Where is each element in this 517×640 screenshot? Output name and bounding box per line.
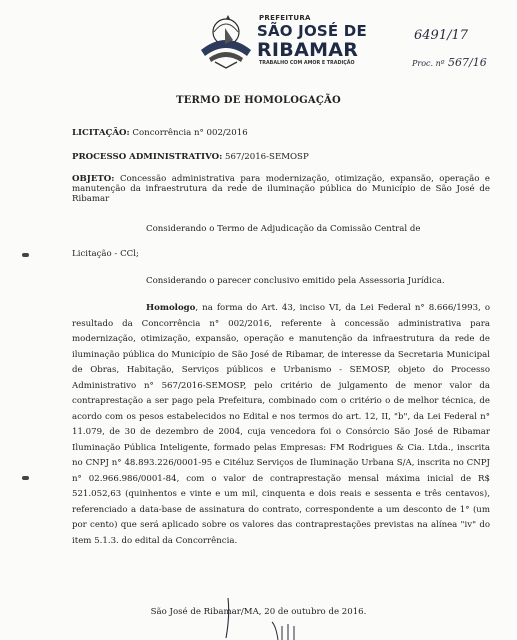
prefeitura-label: PREFEITURA xyxy=(259,14,311,22)
handwritten-proc xyxy=(412,56,487,69)
document-title: TERMO DE HOMOLOGAÇÃO xyxy=(176,95,341,106)
date-line: São José de Ribamar/MA, 20 de outubro de 2016. xyxy=(150,607,367,617)
signature-mark xyxy=(210,596,330,640)
processo-label: PROCESSO ADMINISTRATIVO: xyxy=(72,152,223,162)
proc-label: Proc. nº xyxy=(412,59,445,68)
punch-hole-mark xyxy=(22,253,29,257)
slogan: TRABALHO COM AMOR E TRADIÇÃO xyxy=(259,61,355,66)
objeto-label: OBJETO: xyxy=(72,174,115,184)
punch-hole-mark xyxy=(22,476,29,480)
licitacao-value: Concorrência n° 002/2016 xyxy=(132,128,248,138)
homologo-text: , na forma do Art. 43, inciso VI, da Lei Federal n° 8.666/1993, o resultado da Concorrência n° 002/2016, referente à concessão administrativa para modernização, otimização, expansão, operação e manutenção da infraestrutura da rede de iluminação pública do Município de São José de Ribamar, de interesse da Secretaria Municipal de Obras, Habitação, Serviços públicos e Urbanismo - SEMOSP, objeto do Processo Administrativo n° 567/2016-SEMOSP, pelo critério de julgamento de menor valor da contraprestação a ser pago pela Prefeitura, combinado com o critério o de melhor técnica, de acordo com os pesos estabelecidos no Edital e nos termos do art. 12, II, "b", da Lei Federal n° 11.079, de 30 de dezembro de 2004, cuja vencedora foi o Consórcio São José de Ribamar Iluminação Pública Inteligente, formado pelas Empresas: FM Rodrigues & Cia. Ltda., inscrita no CNPJ n° 48.893.226/0001-95 e Citéluz Serviços de Iluminação Urbana S/A, inscrita no CNPJ n° 02.966.986/0001-84, com o valor de contraprestação mensal máxima inicial de R$ 521.052,63 (quinhentos e vinte e um mil, cinquenta e dois reais e sessenta e três centavos), referenciado a data-base de assinatura do contrato, correspondente a um desconto de 1° (um por cento) que será aplicado sobre os valores das contraprestações previstas na alínea "iv" do item 5.1.3. do edital da Concorrência. xyxy=(72,303,490,546)
city-name-line1: SÃO JOSÉ DE xyxy=(257,22,367,40)
licitacao-line xyxy=(72,128,248,138)
processo-value: 567/2016-SEMOSP xyxy=(224,152,309,162)
homologo-lead: Homologo xyxy=(146,303,196,313)
considerando-parecer: Considerando o parecer conclusivo emitido pela Assessoria Jurídica. xyxy=(146,276,445,286)
homologo-paragraph xyxy=(72,301,490,549)
handwritten-number: 6491/17 xyxy=(414,28,469,43)
objeto-paragraph xyxy=(72,174,490,204)
city-emblem-icon xyxy=(195,10,257,72)
city-name-line2: RIBAMAR xyxy=(257,39,359,61)
licitacao-label: LICITAÇÃO: xyxy=(72,128,130,138)
prefeitura-logo xyxy=(195,10,365,72)
proc-number: 567/16 xyxy=(448,56,487,69)
objeto-text: Concessão administrativa para modernização, otimização, expansão, operação e manutenção da infraestrutura da rede de iluminação pública do Município de São José de Ribamar xyxy=(72,174,491,204)
considerando-adjudicacao-line1: Considerando o Termo de Adjudicação da Comissão Central de xyxy=(146,224,421,234)
considerando-adjudicacao-line2: Licitação - CCl; xyxy=(72,249,139,259)
processo-line xyxy=(72,152,309,162)
